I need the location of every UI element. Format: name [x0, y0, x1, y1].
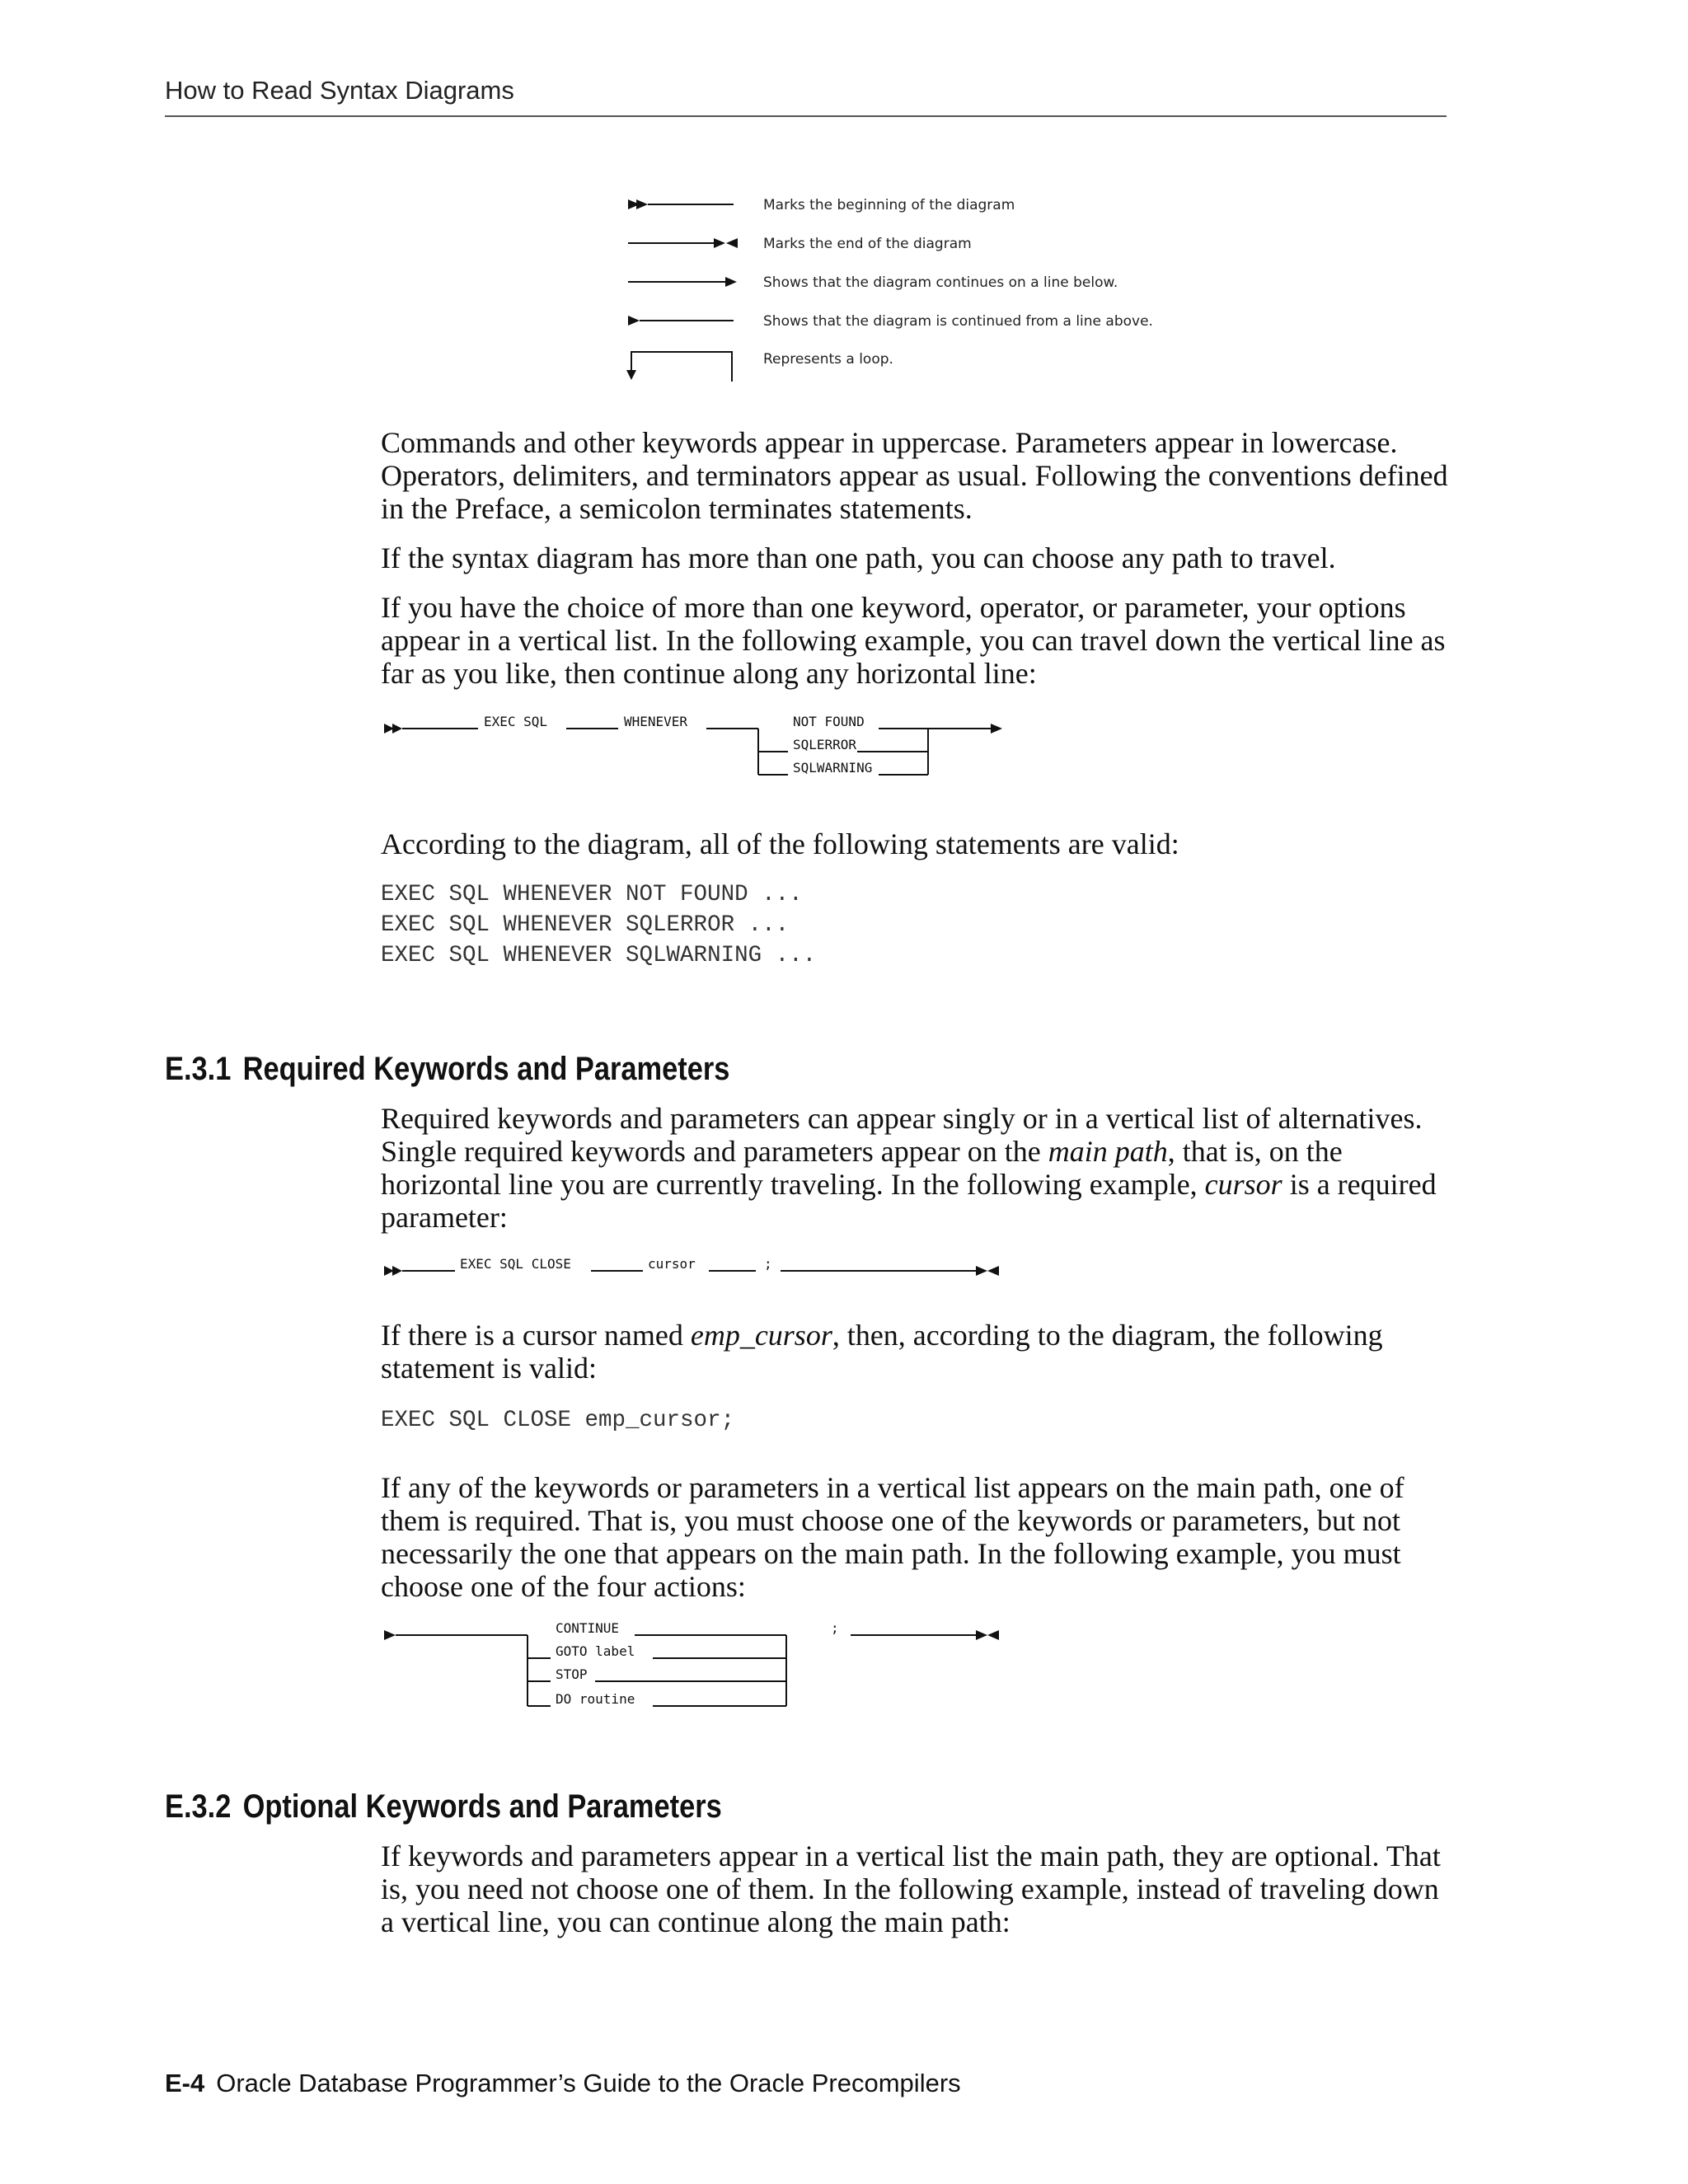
- valid-intro-text: According to the diagram, all of the following statements are valid:: [381, 827, 1179, 860]
- legend-loop-symbol: [626, 352, 732, 382]
- code-line: EXEC SQL WHENEVER SQLERROR ...: [381, 912, 790, 938]
- section-title: Required Keywords and Parameters: [242, 1051, 730, 1087]
- required-paragraph-3: [381, 1471, 1452, 1603]
- code-line: EXEC SQL WHENEVER SQLWARNING ...: [381, 943, 817, 968]
- text-run: If there is a cursor named: [381, 1319, 691, 1352]
- intro-paragraph-1: [381, 426, 1452, 525]
- text-run: , then, according to the diagram, the following statement is valid:: [381, 1319, 1383, 1385]
- page-footer: [165, 2069, 961, 2098]
- page-number: E-4: [165, 2069, 205, 2097]
- header-rule: [165, 115, 1447, 117]
- diagram1-sqlerror: SQLERROR: [793, 737, 857, 752]
- whenever-syntax-diagram: [381, 707, 1024, 790]
- diagram2-param: cursor: [648, 1256, 696, 1272]
- legend-continues-below-text: Shows that the diagram continues on a line below.: [763, 274, 1118, 291]
- required-text-3: If any of the keywords or parameters in a vertical list appears on the main path, one of them is required. That is, you must choose one of the keywords or parameters, but not necessarily the one that appears on the main path. In the following example, you must choose one of the four actions:: [381, 1471, 1404, 1603]
- symbol-legend: [610, 185, 1269, 391]
- section-heading-optional: [165, 1788, 722, 1825]
- intro-text-3: If you have the choice of more than one keyword, operator, or parameter, your options appear in a vertical list. In the following example, you can travel down the vertical line as far as you like, then continue along any horizontal line:: [381, 591, 1446, 690]
- code-example-2: [381, 1405, 734, 1436]
- diagram2-terminator: ;: [764, 1256, 772, 1272]
- required-paragraph-2: [381, 1319, 1452, 1385]
- intro-text-1: Commands and other keywords appear in uppercase. Parameters appear in lowercase. Operators, delimiters, and terminators appear as usual. Following the conventions defined in the Preface, a semicolon terminates statements.: [381, 426, 1448, 525]
- diagram3-goto: GOTO label: [556, 1643, 635, 1659]
- diagram1-exec-sql: EXEC SQL: [484, 714, 548, 729]
- text-run: , that is, on the horizontal line you are currently traveling. In the following example,: [381, 1135, 1343, 1201]
- intro-paragraph-2: [381, 541, 1452, 574]
- section-heading-required: [165, 1051, 729, 1088]
- diagram3-continue: CONTINUE: [556, 1620, 620, 1636]
- valid-statements-intro: [381, 827, 1452, 860]
- legend-loop-text: Represents a loop.: [763, 351, 893, 368]
- section-number: E.3.1: [165, 1051, 232, 1087]
- emphasis-main-path: main path: [1048, 1135, 1168, 1168]
- legend-end-symbol: [628, 238, 738, 248]
- running-header: How to Read Syntax Diagrams: [165, 76, 514, 105]
- text-run: Required keywords and parameters can appear singly or in a vertical list of alternatives. Single required keywords and parameters appear on the: [381, 1102, 1423, 1168]
- diagram1-sqlwarning: SQLWARNING: [793, 760, 873, 776]
- legend-continues-below-symbol: [628, 277, 737, 287]
- book-title: Oracle Database Programmer’s Guide to the Oracle Precompilers: [216, 2069, 961, 2097]
- legend-begin-symbol: [628, 199, 734, 209]
- legend-end-text: Marks the end of the diagram: [763, 236, 972, 252]
- diagram3-do-routine: DO routine: [556, 1691, 635, 1707]
- section-title: Optional Keywords and Parameters: [242, 1788, 722, 1825]
- diagram1-whenever: WHENEVER: [624, 714, 688, 729]
- code-line: EXEC SQL WHENEVER NOT FOUND ...: [381, 882, 803, 907]
- code-example-1: [381, 879, 816, 971]
- close-syntax-diagram: [381, 1251, 1024, 1292]
- diagram2-keyword: EXEC SQL CLOSE: [460, 1256, 571, 1272]
- optional-text-1: If keywords and parameters appear in a vertical list the main path, they are optional. That is, you need not choose one of them. In the following example, instead of traveling down a vertical line, you can continue along the main path:: [381, 1840, 1441, 1938]
- required-paragraph-1: [381, 1102, 1452, 1234]
- code-line: EXEC SQL CLOSE emp_cursor;: [381, 1408, 735, 1433]
- diagram3-stop: STOP: [556, 1666, 588, 1682]
- emphasis-emp-cursor: emp_cursor: [690, 1319, 832, 1352]
- actions-syntax-diagram: [381, 1614, 1024, 1721]
- emphasis-cursor: cursor: [1204, 1168, 1282, 1201]
- optional-paragraph-1: [381, 1840, 1452, 1938]
- legend-continued-above-text: Shows that the diagram is continued from a line above.: [763, 313, 1153, 330]
- text-run: is a required parameter:: [381, 1168, 1437, 1234]
- intro-paragraph-3: [381, 591, 1452, 690]
- legend-continued-above-symbol: [628, 316, 734, 326]
- diagram1-not-found: NOT FOUND: [793, 714, 865, 729]
- section-number: E.3.2: [165, 1788, 232, 1825]
- intro-text-2: If the syntax diagram has more than one path, you can choose any path to travel.: [381, 541, 1336, 574]
- diagram3-terminator: ;: [831, 1620, 839, 1636]
- legend-begin-text: Marks the beginning of the diagram: [763, 197, 1015, 213]
